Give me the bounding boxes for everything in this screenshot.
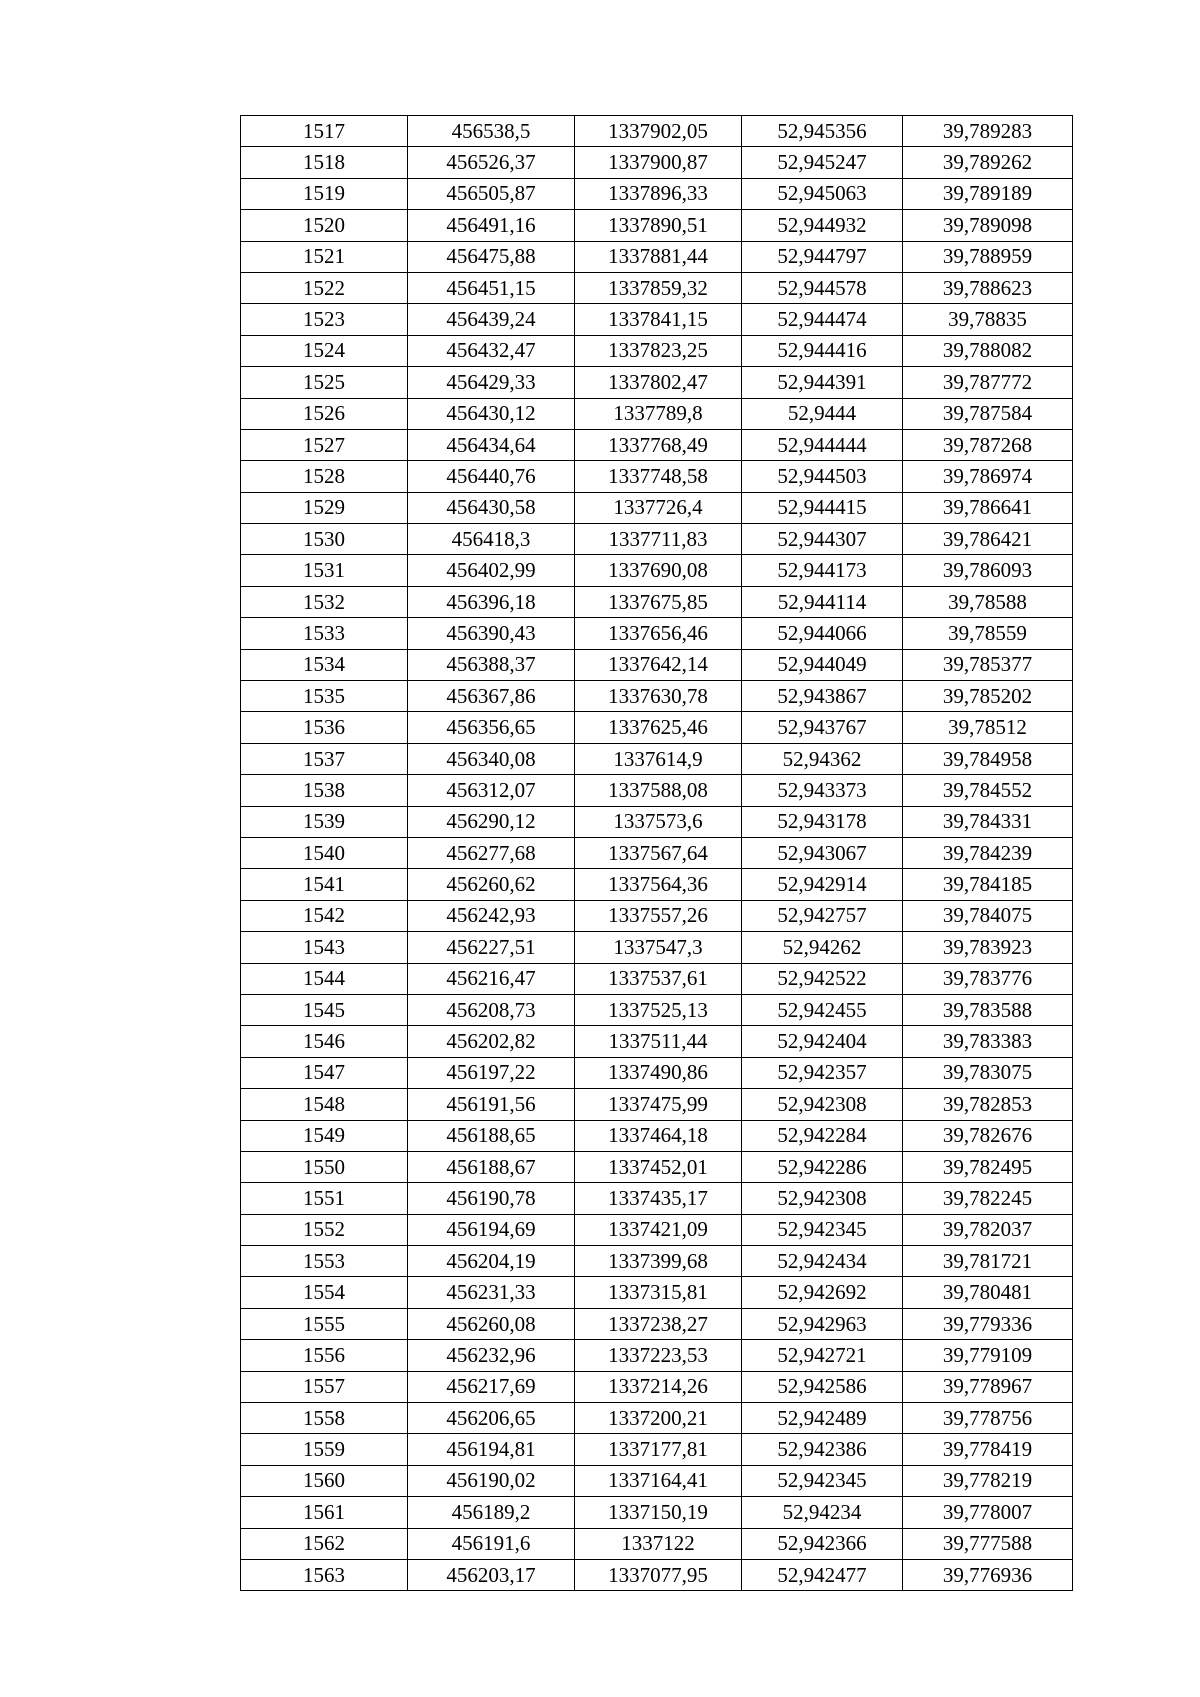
latitude-cell: 52,942357 (742, 1057, 903, 1088)
y-coordinate-cell: 1337547,3 (575, 932, 742, 963)
table-row (241, 1151, 1073, 1182)
x-coordinate-cell: 456388,37 (408, 649, 575, 680)
point-number-cell: 1542 (241, 900, 408, 931)
y-coordinate-cell: 1337164,41 (575, 1465, 742, 1496)
x-coordinate-cell: 456204,19 (408, 1246, 575, 1277)
longitude-cell: 39,787268 (903, 429, 1073, 460)
longitude-cell: 39,784552 (903, 775, 1073, 806)
point-number-cell: 1527 (241, 429, 408, 460)
latitude-cell: 52,943867 (742, 681, 903, 712)
x-coordinate-cell: 456475,88 (408, 241, 575, 272)
latitude-cell: 52,942284 (742, 1120, 903, 1151)
table-row (241, 1246, 1073, 1277)
x-coordinate-cell: 456451,15 (408, 272, 575, 303)
y-coordinate-cell: 1337900,87 (575, 147, 742, 178)
table-row (241, 712, 1073, 743)
point-number-cell: 1552 (241, 1214, 408, 1245)
x-coordinate-cell: 456440,76 (408, 461, 575, 492)
point-number-cell: 1521 (241, 241, 408, 272)
point-number-cell: 1543 (241, 932, 408, 963)
table-row (241, 586, 1073, 617)
table-row (241, 1120, 1073, 1151)
x-coordinate-cell: 456188,67 (408, 1151, 575, 1182)
y-coordinate-cell: 1337200,21 (575, 1403, 742, 1434)
point-number-cell: 1562 (241, 1528, 408, 1559)
longitude-cell: 39,789283 (903, 116, 1073, 147)
y-coordinate-cell: 1337557,26 (575, 900, 742, 931)
point-number-cell: 1549 (241, 1120, 408, 1151)
point-number-cell: 1558 (241, 1403, 408, 1434)
table-row (241, 1497, 1073, 1528)
latitude-cell: 52,9444 (742, 398, 903, 429)
y-coordinate-cell: 1337614,9 (575, 743, 742, 774)
longitude-cell: 39,778756 (903, 1403, 1073, 1434)
point-number-cell: 1522 (241, 272, 408, 303)
x-coordinate-cell: 456432,47 (408, 335, 575, 366)
longitude-cell: 39,785377 (903, 649, 1073, 680)
point-number-cell: 1526 (241, 398, 408, 429)
point-number-cell: 1539 (241, 806, 408, 837)
point-number-cell: 1556 (241, 1340, 408, 1371)
y-coordinate-cell: 1337150,19 (575, 1497, 742, 1528)
longitude-cell: 39,776936 (903, 1559, 1073, 1590)
latitude-cell: 52,944049 (742, 649, 903, 680)
longitude-cell: 39,784239 (903, 837, 1073, 868)
table-row (241, 398, 1073, 429)
table-row (241, 900, 1073, 931)
point-number-cell: 1528 (241, 461, 408, 492)
coordinates-table (240, 115, 1073, 1591)
table-row (241, 1340, 1073, 1371)
x-coordinate-cell: 456203,17 (408, 1559, 575, 1590)
y-coordinate-cell: 1337690,08 (575, 555, 742, 586)
x-coordinate-cell: 456191,6 (408, 1528, 575, 1559)
longitude-cell: 39,778219 (903, 1465, 1073, 1496)
point-number-cell: 1548 (241, 1089, 408, 1120)
x-coordinate-cell: 456430,58 (408, 492, 575, 523)
x-coordinate-cell: 456505,87 (408, 178, 575, 209)
latitude-cell: 52,942345 (742, 1465, 903, 1496)
y-coordinate-cell: 1337315,81 (575, 1277, 742, 1308)
point-number-cell: 1517 (241, 116, 408, 147)
table-row (241, 649, 1073, 680)
point-number-cell: 1520 (241, 210, 408, 241)
y-coordinate-cell: 1337656,46 (575, 618, 742, 649)
x-coordinate-cell: 456188,65 (408, 1120, 575, 1151)
point-number-cell: 1544 (241, 963, 408, 994)
latitude-cell: 52,945247 (742, 147, 903, 178)
latitude-cell: 52,944066 (742, 618, 903, 649)
latitude-cell: 52,944415 (742, 492, 903, 523)
y-coordinate-cell: 1337588,08 (575, 775, 742, 806)
longitude-cell: 39,786093 (903, 555, 1073, 586)
table-row (241, 1371, 1073, 1402)
x-coordinate-cell: 456231,33 (408, 1277, 575, 1308)
latitude-cell: 52,944307 (742, 524, 903, 555)
point-number-cell: 1531 (241, 555, 408, 586)
point-number-cell: 1523 (241, 304, 408, 335)
latitude-cell: 52,944114 (742, 586, 903, 617)
latitude-cell: 52,942477 (742, 1559, 903, 1590)
y-coordinate-cell: 1337537,61 (575, 963, 742, 994)
table-row (241, 1434, 1073, 1465)
y-coordinate-cell: 1337711,83 (575, 524, 742, 555)
longitude-cell: 39,783383 (903, 1026, 1073, 1057)
point-number-cell: 1547 (241, 1057, 408, 1088)
longitude-cell: 39,786974 (903, 461, 1073, 492)
table-row (241, 743, 1073, 774)
point-number-cell: 1536 (241, 712, 408, 743)
longitude-cell: 39,778007 (903, 1497, 1073, 1528)
point-number-cell: 1530 (241, 524, 408, 555)
latitude-cell: 52,944391 (742, 367, 903, 398)
table-row (241, 555, 1073, 586)
longitude-cell: 39,782853 (903, 1089, 1073, 1120)
x-coordinate-cell: 456340,08 (408, 743, 575, 774)
latitude-cell: 52,945356 (742, 116, 903, 147)
table-row (241, 618, 1073, 649)
longitude-cell: 39,787584 (903, 398, 1073, 429)
point-number-cell: 1519 (241, 178, 408, 209)
table-row (241, 492, 1073, 523)
point-number-cell: 1545 (241, 994, 408, 1025)
x-coordinate-cell: 456434,64 (408, 429, 575, 460)
x-coordinate-cell: 456402,99 (408, 555, 575, 586)
longitude-cell: 39,788623 (903, 272, 1073, 303)
x-coordinate-cell: 456189,2 (408, 1497, 575, 1528)
x-coordinate-cell: 456390,43 (408, 618, 575, 649)
point-number-cell: 1537 (241, 743, 408, 774)
x-coordinate-cell: 456396,18 (408, 586, 575, 617)
longitude-cell: 39,778967 (903, 1371, 1073, 1402)
x-coordinate-cell: 456538,5 (408, 116, 575, 147)
latitude-cell: 52,944444 (742, 429, 903, 460)
point-number-cell: 1554 (241, 1277, 408, 1308)
latitude-cell: 52,942963 (742, 1308, 903, 1339)
table-row (241, 932, 1073, 963)
y-coordinate-cell: 1337748,58 (575, 461, 742, 492)
point-number-cell: 1546 (241, 1026, 408, 1057)
x-coordinate-cell: 456194,81 (408, 1434, 575, 1465)
longitude-cell: 39,781721 (903, 1246, 1073, 1277)
latitude-cell: 52,942586 (742, 1371, 903, 1402)
point-number-cell: 1561 (241, 1497, 408, 1528)
x-coordinate-cell: 456206,65 (408, 1403, 575, 1434)
latitude-cell: 52,942914 (742, 869, 903, 900)
table-row (241, 963, 1073, 994)
latitude-cell: 52,942757 (742, 900, 903, 931)
latitude-cell: 52,944797 (742, 241, 903, 272)
y-coordinate-cell: 1337490,86 (575, 1057, 742, 1088)
longitude-cell: 39,784075 (903, 900, 1073, 931)
point-number-cell: 1553 (241, 1246, 408, 1277)
latitude-cell: 52,943767 (742, 712, 903, 743)
y-coordinate-cell: 1337625,46 (575, 712, 742, 743)
table-row (241, 147, 1073, 178)
y-coordinate-cell: 1337511,44 (575, 1026, 742, 1057)
point-number-cell: 1529 (241, 492, 408, 523)
y-coordinate-cell: 1337675,85 (575, 586, 742, 617)
point-number-cell: 1541 (241, 869, 408, 900)
x-coordinate-cell: 456430,12 (408, 398, 575, 429)
latitude-cell: 52,944474 (742, 304, 903, 335)
point-number-cell: 1555 (241, 1308, 408, 1339)
x-coordinate-cell: 456202,82 (408, 1026, 575, 1057)
longitude-cell: 39,784185 (903, 869, 1073, 900)
y-coordinate-cell: 1337881,44 (575, 241, 742, 272)
y-coordinate-cell: 1337399,68 (575, 1246, 742, 1277)
point-number-cell: 1550 (241, 1151, 408, 1182)
point-number-cell: 1559 (241, 1434, 408, 1465)
latitude-cell: 52,944416 (742, 335, 903, 366)
point-number-cell: 1525 (241, 367, 408, 398)
latitude-cell: 52,94262 (742, 932, 903, 963)
latitude-cell: 52,942345 (742, 1214, 903, 1245)
longitude-cell: 39,782495 (903, 1151, 1073, 1182)
x-coordinate-cell: 456312,07 (408, 775, 575, 806)
x-coordinate-cell: 456208,73 (408, 994, 575, 1025)
table-row (241, 994, 1073, 1025)
y-coordinate-cell: 1337077,95 (575, 1559, 742, 1590)
table-row (241, 178, 1073, 209)
latitude-cell: 52,942522 (742, 963, 903, 994)
x-coordinate-cell: 456227,51 (408, 932, 575, 963)
longitude-cell: 39,78588 (903, 586, 1073, 617)
table-row (241, 806, 1073, 837)
y-coordinate-cell: 1337525,13 (575, 994, 742, 1025)
latitude-cell: 52,942386 (742, 1434, 903, 1465)
latitude-cell: 52,942404 (742, 1026, 903, 1057)
longitude-cell: 39,78512 (903, 712, 1073, 743)
longitude-cell: 39,787772 (903, 367, 1073, 398)
longitude-cell: 39,786421 (903, 524, 1073, 555)
latitude-cell: 52,944173 (742, 555, 903, 586)
latitude-cell: 52,945063 (742, 178, 903, 209)
point-number-cell: 1563 (241, 1559, 408, 1590)
point-number-cell: 1534 (241, 649, 408, 680)
x-coordinate-cell: 456290,12 (408, 806, 575, 837)
longitude-cell: 39,783923 (903, 932, 1073, 963)
table-row (241, 272, 1073, 303)
longitude-cell: 39,783776 (903, 963, 1073, 994)
longitude-cell: 39,788959 (903, 241, 1073, 272)
point-number-cell: 1560 (241, 1465, 408, 1496)
latitude-cell: 52,942692 (742, 1277, 903, 1308)
table-row (241, 304, 1073, 335)
table-row (241, 1026, 1073, 1057)
longitude-cell: 39,784958 (903, 743, 1073, 774)
longitude-cell: 39,783075 (903, 1057, 1073, 1088)
y-coordinate-cell: 1337902,05 (575, 116, 742, 147)
table-row (241, 869, 1073, 900)
point-number-cell: 1524 (241, 335, 408, 366)
y-coordinate-cell: 1337841,15 (575, 304, 742, 335)
latitude-cell: 52,94362 (742, 743, 903, 774)
latitude-cell: 52,942434 (742, 1246, 903, 1277)
x-coordinate-cell: 456429,33 (408, 367, 575, 398)
x-coordinate-cell: 456439,24 (408, 304, 575, 335)
y-coordinate-cell: 1337122 (575, 1528, 742, 1559)
point-number-cell: 1557 (241, 1371, 408, 1402)
table-row (241, 210, 1073, 241)
y-coordinate-cell: 1337823,25 (575, 335, 742, 366)
longitude-cell: 39,786641 (903, 492, 1073, 523)
y-coordinate-cell: 1337859,32 (575, 272, 742, 303)
table-row (241, 524, 1073, 555)
x-coordinate-cell: 456197,22 (408, 1057, 575, 1088)
longitude-cell: 39,779109 (903, 1340, 1073, 1371)
longitude-cell: 39,785202 (903, 681, 1073, 712)
table-row (241, 335, 1073, 366)
y-coordinate-cell: 1337768,49 (575, 429, 742, 460)
longitude-cell: 39,779336 (903, 1308, 1073, 1339)
y-coordinate-cell: 1337475,99 (575, 1089, 742, 1120)
y-coordinate-cell: 1337896,33 (575, 178, 742, 209)
table-row (241, 1308, 1073, 1339)
x-coordinate-cell: 456491,16 (408, 210, 575, 241)
x-coordinate-cell: 456217,69 (408, 1371, 575, 1402)
table-row (241, 1403, 1073, 1434)
table-row (241, 1214, 1073, 1245)
longitude-cell: 39,789189 (903, 178, 1073, 209)
x-coordinate-cell: 456242,93 (408, 900, 575, 931)
table-row (241, 1559, 1073, 1590)
point-number-cell: 1535 (241, 681, 408, 712)
latitude-cell: 52,942366 (742, 1528, 903, 1559)
y-coordinate-cell: 1337223,53 (575, 1340, 742, 1371)
x-coordinate-cell: 456232,96 (408, 1340, 575, 1371)
longitude-cell: 39,782245 (903, 1183, 1073, 1214)
x-coordinate-cell: 456260,08 (408, 1308, 575, 1339)
latitude-cell: 52,944503 (742, 461, 903, 492)
latitude-cell: 52,94234 (742, 1497, 903, 1528)
x-coordinate-cell: 456356,65 (408, 712, 575, 743)
table-row (241, 1528, 1073, 1559)
y-coordinate-cell: 1337435,17 (575, 1183, 742, 1214)
y-coordinate-cell: 1337573,6 (575, 806, 742, 837)
table-row (241, 1183, 1073, 1214)
point-number-cell: 1538 (241, 775, 408, 806)
latitude-cell: 52,943373 (742, 775, 903, 806)
latitude-cell: 52,944932 (742, 210, 903, 241)
coordinates-table-body (241, 116, 1073, 1591)
y-coordinate-cell: 1337464,18 (575, 1120, 742, 1151)
y-coordinate-cell: 1337642,14 (575, 649, 742, 680)
longitude-cell: 39,782676 (903, 1120, 1073, 1151)
table-row (241, 367, 1073, 398)
point-number-cell: 1532 (241, 586, 408, 617)
table-row (241, 1089, 1073, 1120)
point-number-cell: 1551 (241, 1183, 408, 1214)
x-coordinate-cell: 456216,47 (408, 963, 575, 994)
y-coordinate-cell: 1337890,51 (575, 210, 742, 241)
longitude-cell: 39,780481 (903, 1277, 1073, 1308)
y-coordinate-cell: 1337421,09 (575, 1214, 742, 1245)
longitude-cell: 39,777588 (903, 1528, 1073, 1559)
y-coordinate-cell: 1337789,8 (575, 398, 742, 429)
longitude-cell: 39,778419 (903, 1434, 1073, 1465)
table-row (241, 116, 1073, 147)
y-coordinate-cell: 1337452,01 (575, 1151, 742, 1182)
longitude-cell: 39,784331 (903, 806, 1073, 837)
longitude-cell: 39,789098 (903, 210, 1073, 241)
y-coordinate-cell: 1337630,78 (575, 681, 742, 712)
table-row (241, 241, 1073, 272)
latitude-cell: 52,944578 (742, 272, 903, 303)
y-coordinate-cell: 1337802,47 (575, 367, 742, 398)
x-coordinate-cell: 456191,56 (408, 1089, 575, 1120)
x-coordinate-cell: 456194,69 (408, 1214, 575, 1245)
point-number-cell: 1533 (241, 618, 408, 649)
table-row (241, 461, 1073, 492)
x-coordinate-cell: 456260,62 (408, 869, 575, 900)
x-coordinate-cell: 456190,78 (408, 1183, 575, 1214)
longitude-cell: 39,78835 (903, 304, 1073, 335)
latitude-cell: 52,943067 (742, 837, 903, 868)
table-row (241, 1057, 1073, 1088)
longitude-cell: 39,789262 (903, 147, 1073, 178)
table-row (241, 1277, 1073, 1308)
longitude-cell: 39,788082 (903, 335, 1073, 366)
latitude-cell: 52,942286 (742, 1151, 903, 1182)
y-coordinate-cell: 1337726,4 (575, 492, 742, 523)
latitude-cell: 52,942489 (742, 1403, 903, 1434)
y-coordinate-cell: 1337567,64 (575, 837, 742, 868)
y-coordinate-cell: 1337564,36 (575, 869, 742, 900)
x-coordinate-cell: 456418,3 (408, 524, 575, 555)
latitude-cell: 52,942308 (742, 1183, 903, 1214)
y-coordinate-cell: 1337177,81 (575, 1434, 742, 1465)
x-coordinate-cell: 456526,37 (408, 147, 575, 178)
longitude-cell: 39,783588 (903, 994, 1073, 1025)
point-number-cell: 1518 (241, 147, 408, 178)
longitude-cell: 39,782037 (903, 1214, 1073, 1245)
y-coordinate-cell: 1337214,26 (575, 1371, 742, 1402)
point-number-cell: 1540 (241, 837, 408, 868)
latitude-cell: 52,943178 (742, 806, 903, 837)
longitude-cell: 39,78559 (903, 618, 1073, 649)
latitude-cell: 52,942455 (742, 994, 903, 1025)
latitude-cell: 52,942721 (742, 1340, 903, 1371)
x-coordinate-cell: 456277,68 (408, 837, 575, 868)
y-coordinate-cell: 1337238,27 (575, 1308, 742, 1339)
table-row (241, 681, 1073, 712)
table-row (241, 1465, 1073, 1496)
latitude-cell: 52,942308 (742, 1089, 903, 1120)
x-coordinate-cell: 456190,02 (408, 1465, 575, 1496)
table-row (241, 837, 1073, 868)
x-coordinate-cell: 456367,86 (408, 681, 575, 712)
table-row (241, 429, 1073, 460)
table-row (241, 775, 1073, 806)
